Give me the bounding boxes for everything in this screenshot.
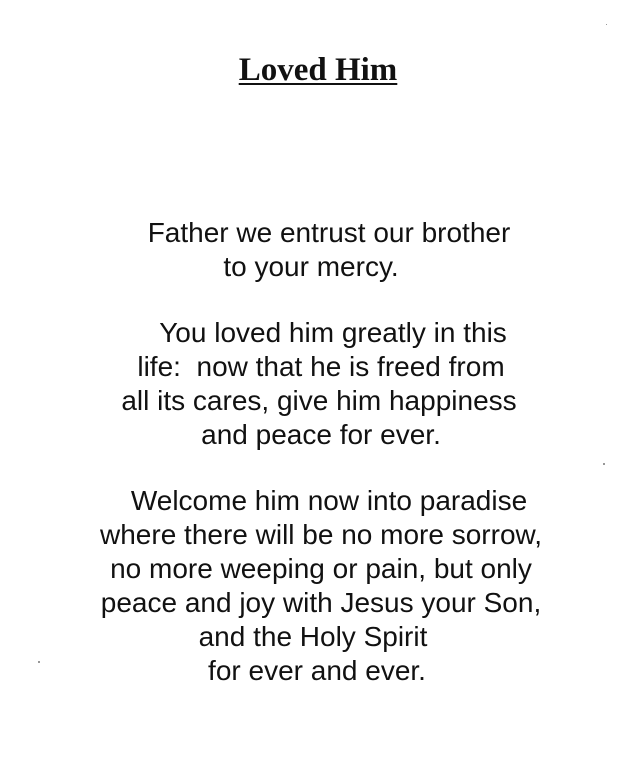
prayer-line: for ever and ever. [208, 655, 426, 686]
page-title: Loved Him [238, 52, 398, 88]
prayer-line: and peace for ever. [201, 419, 441, 450]
prayer-line: where there will be no more sorrow, [100, 519, 542, 550]
scan-speck [606, 24, 607, 25]
prayer-line: Welcome him now into paradise [130, 485, 528, 516]
prayer-line: no more weeping or pain, but only [110, 553, 532, 584]
prayer-line: to your mercy. [223, 251, 399, 282]
prayer-line: all its cares, give him happiness [121, 385, 517, 416]
prayer-line: You loved him greatly in this [159, 317, 507, 348]
scan-speck [38, 661, 40, 663]
prayer-line: Father we entrust our brother [147, 217, 511, 248]
prayer-line: and the Holy Spirit [198, 621, 428, 652]
prayer-line: peace and joy with Jesus your Son, [100, 587, 542, 618]
prayer-line: life: now that he is freed from [137, 351, 505, 382]
scan-speck [603, 463, 605, 465]
